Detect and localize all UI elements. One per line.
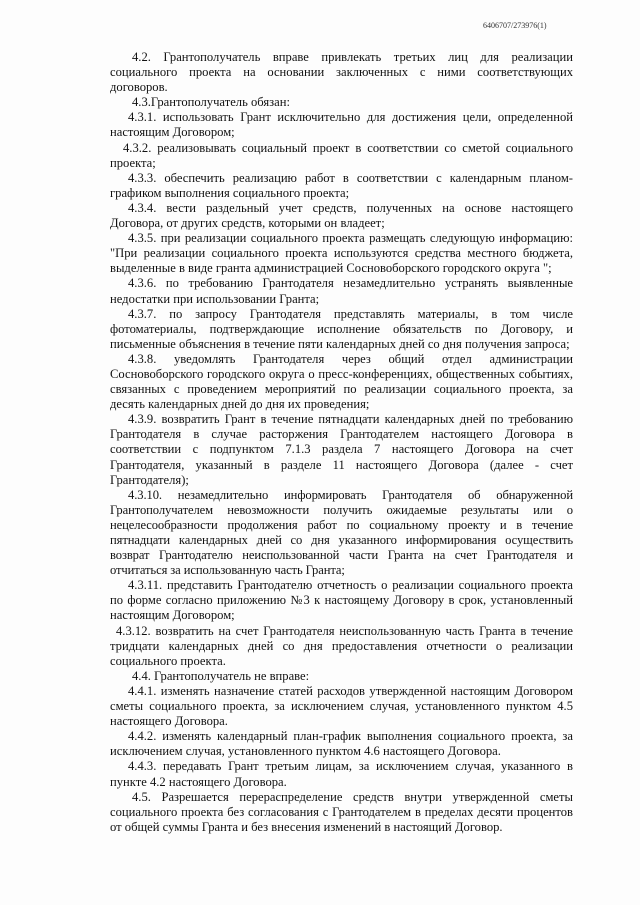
paragraph-4-3-9: 4.3.9. возвратить Грант в течение пятнадцати календарных дней по требованию Грантодателя в случае расторжения Грантодателем настоящего Договора в соответствии с подпунктом 7.1.3 раздела 7 настоящего Договора на счет Грантодателя, указанный в разделе 11 настоящего Договора (далее - счет Грантодателя);: [110, 412, 573, 487]
paragraph-4-3-6: 4.3.6. по требованию Грантодателя незамедлительно устранять выявленные недостатки при использовании Гранта;: [110, 276, 573, 306]
paragraph-4-3-1: 4.3.1. использовать Грант исключительно для достижения цели, определенной настоящим Договором;: [110, 110, 573, 140]
paragraph-4-3-2: 4.3.2. реализовывать социальный проект в соответствии со сметой социального проекта;: [110, 140, 573, 170]
paragraph-4-3: 4.3.Грантополучатель обязан:: [132, 95, 290, 110]
paragraph-4-3-10: 4.3.10. незамедлительно информировать Грантодателя об обнаруженной Грантополучателем невозможности получить ожидаемые результаты или о нецелесообразности продолжения работ по социальному проекту и в течение пятнадцати календарных дней со дня указанного информирования осуществить возврат Грантодателю неиспользованной части Гранта на счет Грантодателя и отчитаться за использованную часть Гранта;: [110, 487, 573, 578]
paragraph-4-4-1: 4.4.1. изменять назначение статей расходов утвержденной настоящим Договором сметы социального проекта, за исключением случая, установленного пунктом 4.5 настоящего Договора.: [110, 683, 573, 729]
paragraph-4-3-7: 4.3.7. по запросу Грантодателя представлять материалы, в том числе фотоматериалы, подтверждающие исполнение обязательств по Договору, и письменные объяснения в течение пяти календарных дней со дня получения запроса;: [110, 306, 573, 351]
paragraph-4-3-8: 4.3.8. уведомлять Грантодателя через общий отдел администрации Сосновоборского городского округа о пресс-конференциях, общественных событиях, связанных с проведением мероприятий по реализации социального проекта, за десять календарных дней до дня их проведения;: [110, 351, 573, 412]
paragraph-4-2: 4.2. Грантополучатель вправе привлекать третьих лиц для реализации социального проекта на основании заключенных с ними соответствующих договоров.: [110, 50, 573, 95]
paragraph-4-3-3: 4.3.3. обеспечить реализацию работ в соответствии с календарным планом-графиком выполнения социального проекта;: [110, 170, 573, 200]
document-body: [110, 50, 573, 835]
paragraph-4-3-12: 4.3.12. возвратить на счет Грантодателя неиспользованную часть Гранта в течение тридцати календарных дней со дня предоставления отчетности о реализации социального проекта.: [110, 623, 573, 668]
paragraph-4-3-4: 4.3.4. вести раздельный учет средств, полученных на основе настоящего Договора, от других средств, которыми он владеет;: [110, 200, 573, 231]
document-id-stamp: 6406707/273976(1): [483, 21, 547, 30]
paragraph-4-3-11: 4.3.11. представить Грантодателю отчетность о реализации социального проекта по форме согласно приложению №3 к настоящему Договору в срок, установленный настоящим Договором;: [110, 578, 573, 623]
paragraph-4-5: 4.5. Разрешается перераспределение средств внутри утвержденной сметы социального проекта без согласования с Грантодателем в пределах десяти процентов от общей суммы Гранта и без внесения изменений в настоящий Договор.: [110, 789, 573, 834]
paragraph-4-4-2: 4.4.2. изменять календарный план-график выполнения социального проекта, за исключением случая, установленного пунктом 4.6 настоящего Договора.: [110, 729, 573, 759]
paragraph-4-4: 4.4. Грантополучатель не вправе:: [132, 668, 310, 683]
paragraph-4-4-3: 4.4.3. передавать Грант третьим лицам, за исключением случая, указанного в пункте 4.2 настоящего Договора.: [110, 759, 573, 789]
paragraph-4-3-5: 4.3.5. при реализации социального проекта размещать следующую информацию: "При реализации социального проекта используются средства местного бюджета, выделенные в виде гранта администрацией Сосновоборского городского округа ";: [110, 231, 573, 276]
